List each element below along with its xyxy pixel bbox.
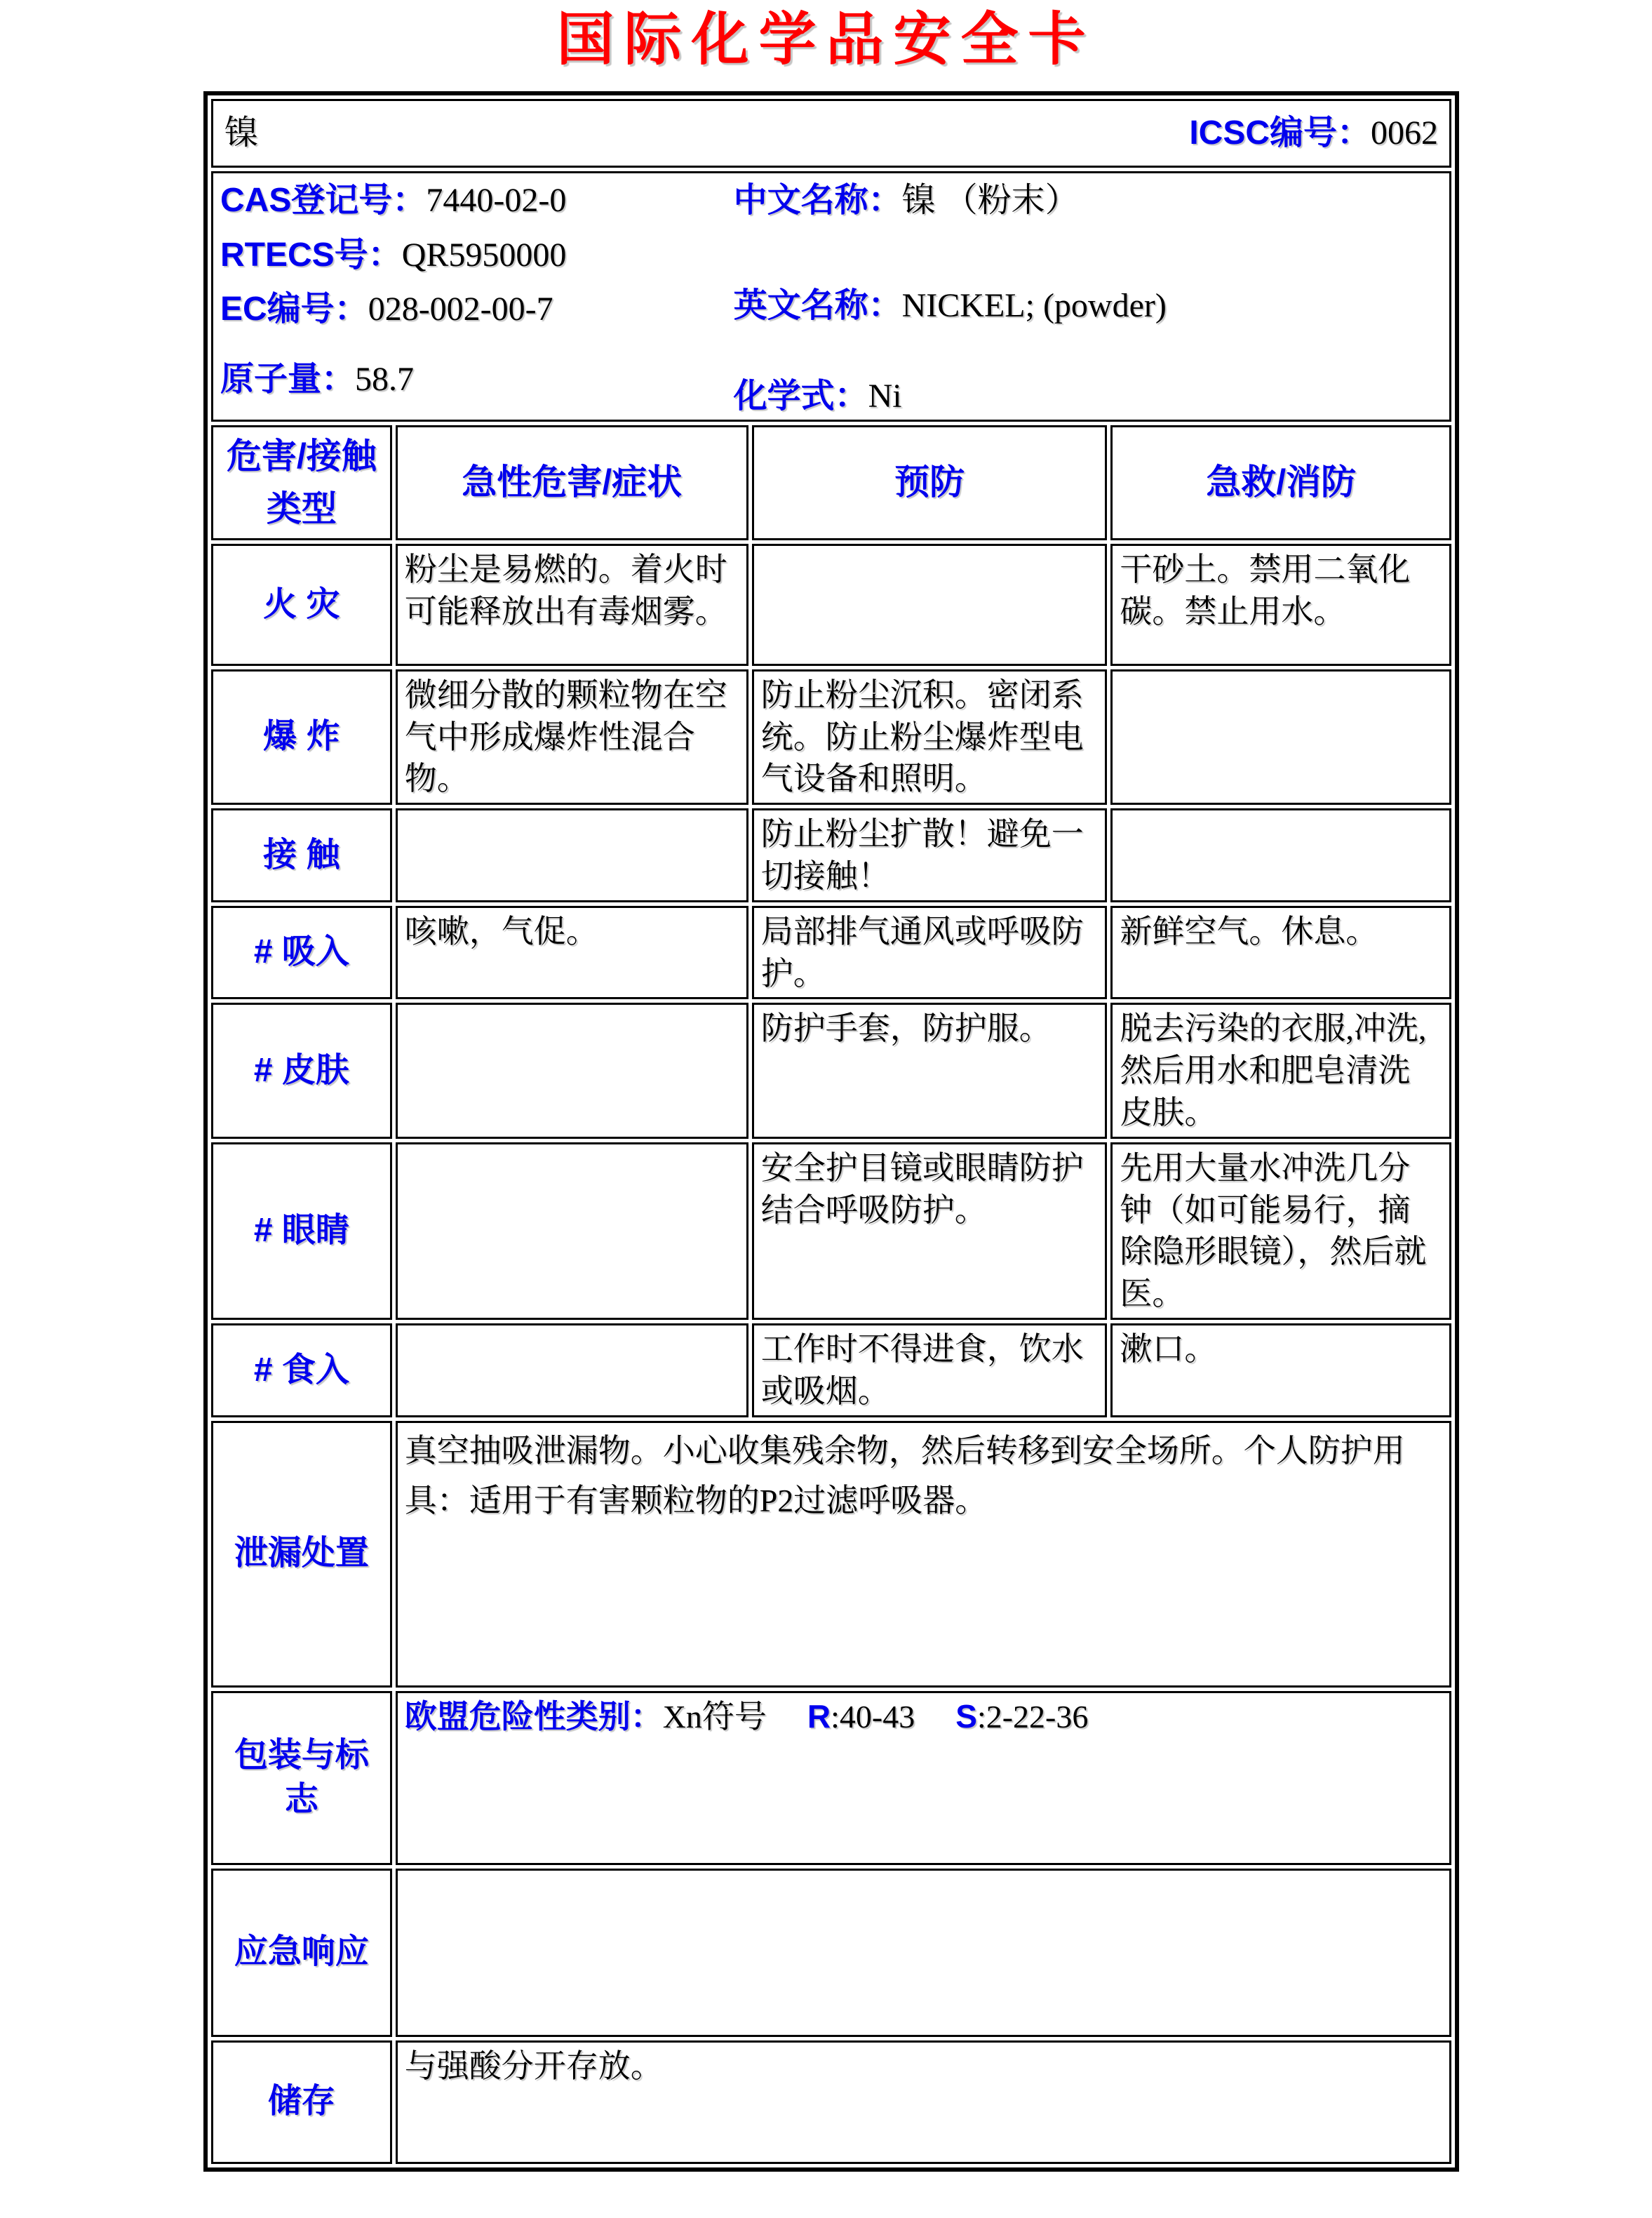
header-firstaid: 急救/消防 <box>1110 425 1451 540</box>
cas-value: 7440-02-0 <box>426 182 567 219</box>
substance-cell <box>211 99 1451 168</box>
rtecs-number-line <box>220 235 734 276</box>
ingestion-prevention: 工作时不得进食，饮水或吸烟。 <box>752 1323 1108 1417</box>
atomic-weight-label: 原子量： <box>220 360 356 398</box>
emergency-row <box>211 1869 1451 2037</box>
emergency-content <box>396 1869 1451 2037</box>
ingestion-symptoms <box>396 1323 748 1417</box>
formula-value: Ni <box>868 378 902 415</box>
emergency-label: 应急响应 <box>211 1869 392 2037</box>
formula-label: 化学式： <box>733 378 868 415</box>
eu-hazard-class-label: 欧盟危险性类别： <box>404 1697 663 1735</box>
fire-firstaid: 干砂土。禁用二氧化碳。禁止用水。 <box>1110 544 1451 666</box>
formula-line <box>734 376 1442 417</box>
spill-content: 真空抽吸泄漏物。小心收集残余物，然后转移到安全场所。个人防护用具：适用于有害颗粒物的P2过滤呼吸器。 <box>396 1421 1451 1688</box>
ingestion-label: # 食入 <box>211 1323 392 1417</box>
skin-row <box>211 1003 1451 1138</box>
fire-row <box>211 544 1451 666</box>
cas-number-line <box>220 180 734 221</box>
eye-symptoms <box>396 1142 748 1320</box>
eye-label: # 眼睛 <box>211 1142 392 1320</box>
identifiers-left-column <box>220 176 734 417</box>
r-phrase-label: R <box>807 1697 831 1735</box>
substance-name: 镍 <box>224 114 259 152</box>
atomic-weight-value: 58.7 <box>355 360 415 398</box>
packaging-row <box>211 1691 1451 1865</box>
r-phrase-value: :40-43 <box>831 1698 915 1735</box>
s-phrase-label: S <box>955 1697 977 1735</box>
safety-card-table <box>203 91 1459 2172</box>
ingestion-row <box>211 1323 1451 1417</box>
cas-label: CAS登记号： <box>220 182 427 219</box>
chinese-name-line <box>734 180 1442 221</box>
explosion-label: 爆 炸 <box>211 669 392 805</box>
icsc-label: ICSC编号： <box>1189 114 1371 152</box>
eye-row <box>211 1142 1451 1320</box>
rtecs-value: QR5950000 <box>401 236 567 274</box>
ingestion-firstaid: 漱口。 <box>1110 1323 1451 1417</box>
contact-firstaid <box>1110 808 1451 902</box>
chinese-name-label: 中文名称： <box>733 182 902 219</box>
eye-prevention: 安全护目镜或眼睛防护结合呼吸防护。 <box>752 1142 1108 1320</box>
eu-hazard-symbol: Xn符号 <box>662 1698 767 1735</box>
eye-firstaid: 先用大量水冲洗几分钟（如可能易行，摘除隐形眼镜），然后就医。 <box>1110 1142 1451 1320</box>
inhalation-label: # 吸入 <box>211 906 392 1000</box>
icsc-number: 0062 <box>1371 114 1438 152</box>
spill-label: 泄漏处置 <box>211 1421 392 1688</box>
packaging-content <box>396 1691 1451 1865</box>
header-prevention: 预防 <box>752 425 1108 540</box>
english-name-label: 英文名称： <box>733 286 902 324</box>
inhalation-prevention: 局部排气通风或呼吸防护。 <box>752 906 1108 1000</box>
identifiers-row <box>211 171 1451 422</box>
packaging-label: 包装与标志 <box>211 1691 392 1865</box>
s-phrase-value: :2-22-36 <box>976 1698 1089 1735</box>
spill-row <box>211 1421 1451 1688</box>
header-symptoms: 急性危害/症状 <box>396 425 748 540</box>
skin-symptoms <box>396 1003 748 1138</box>
storage-row <box>211 2040 1451 2164</box>
atomic-weight-line <box>220 359 734 400</box>
skin-prevention: 防护手套，防护服。 <box>752 1003 1108 1138</box>
header-hazard-type: 危害/接触类型 <box>211 425 392 540</box>
inhalation-symptoms: 咳嗽，气促。 <box>396 906 748 1000</box>
english-name-line <box>734 286 1442 326</box>
explosion-prevention: 防止粉尘沉积。密闭系统。防止粉尘爆炸型电气设备和照明。 <box>752 669 1108 805</box>
contact-symptoms <box>396 808 748 902</box>
page-title: 国际化学品安全卡 <box>556 8 1096 72</box>
ec-label: EC编号： <box>220 290 368 328</box>
storage-content: 与强酸分开存放。 <box>396 2040 1451 2164</box>
inhalation-row <box>211 906 1451 1000</box>
identifiers-cell <box>211 171 1451 422</box>
ec-number-line <box>220 289 734 330</box>
ec-value: 028-002-00-7 <box>368 290 553 328</box>
fire-prevention <box>752 544 1108 666</box>
storage-label: 储存 <box>211 2040 392 2164</box>
skin-firstaid: 脱去污染的衣服,冲洗,然后用水和肥皂清洗皮肤。 <box>1110 1003 1451 1138</box>
identifiers-right-column <box>734 176 1442 417</box>
skin-label: # 皮肤 <box>211 1003 392 1138</box>
icsc-number-group <box>1189 112 1438 155</box>
explosion-row <box>211 669 1451 805</box>
explosion-firstaid <box>1110 669 1451 805</box>
fire-label: 火 灾 <box>211 544 392 666</box>
inhalation-firstaid: 新鲜空气。休息。 <box>1110 906 1451 1000</box>
contact-prevention: 防止粉尘扩散！避免一切接触！ <box>752 808 1108 902</box>
fire-symptoms: 粉尘是易燃的。着火时可能释放出有毒烟雾。 <box>396 544 748 666</box>
table-header-row <box>211 425 1451 540</box>
english-name-value: NICKEL; (powder) <box>901 286 1167 324</box>
chinese-name-value: 镍 （粉末） <box>901 182 1079 219</box>
substance-row <box>211 99 1451 168</box>
contact-row <box>211 808 1451 902</box>
explosion-symptoms: 微细分散的颗粒物在空气中形成爆炸性混合物。 <box>396 669 748 805</box>
contact-label: 接 触 <box>211 808 392 902</box>
rtecs-label: RTECS号： <box>220 236 402 274</box>
